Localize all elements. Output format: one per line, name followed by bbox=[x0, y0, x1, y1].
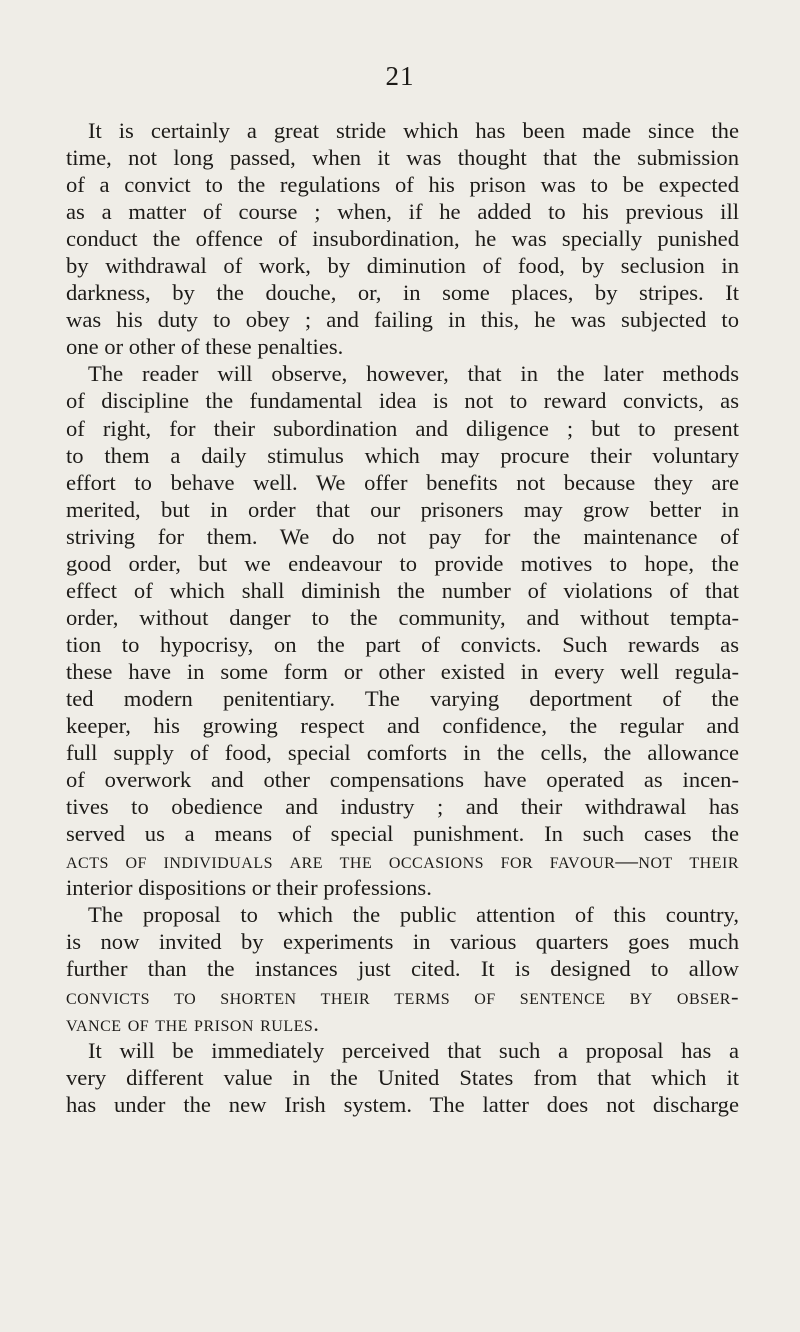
text-line: as a matter of course ; when, if he added to his previous ill bbox=[66, 199, 739, 225]
text-line: merited, but in order that our prisoners may grow better in bbox=[66, 496, 739, 522]
text-line: order, without danger to the community, and without tempta- bbox=[66, 604, 739, 630]
text-line: good order, but we endeavour to provide motives to hope, the bbox=[66, 550, 739, 576]
text-line: acts of individuals are the occasions for favour—not their bbox=[66, 848, 739, 874]
text-line: ted modern penitentiary. The varying deportment of the bbox=[66, 685, 739, 711]
text-line: of discipline the fundamental idea is not to reward convicts, as bbox=[66, 388, 739, 414]
body-text bbox=[66, 117, 739, 1118]
text-line: has under the new Irish system. The latter does not discharge bbox=[66, 1091, 739, 1117]
text-line: was his duty to obey ; and failing in this, he was subjected to bbox=[66, 307, 739, 333]
text-line: tives to obedience and industry ; and their withdrawal has bbox=[66, 794, 739, 820]
text-line: interior dispositions or their professions. bbox=[66, 875, 432, 901]
text-line: striving for them. We do not pay for the maintenance of bbox=[66, 523, 739, 549]
text-line: effort to behave well. We offer benefits not because they are bbox=[66, 469, 739, 495]
text-line: very different value in the United States from that which it bbox=[66, 1064, 739, 1090]
text-line: tion to hypocrisy, on the part of convicts. Such rewards as bbox=[66, 631, 739, 657]
text-line: effect of which shall diminish the number of violations of that bbox=[66, 577, 739, 603]
text-line: It is certainly a great stride which has been made since the bbox=[88, 118, 739, 143]
text-line: of a convict to the regulations of his prison was to be expected bbox=[66, 172, 739, 198]
text-line: by withdrawal of work, by diminution of food, by seclusion in bbox=[66, 253, 739, 279]
text-line: The proposal to which the public attention of this country, bbox=[88, 902, 739, 928]
text-line: is now invited by experiments in various quarters goes much bbox=[66, 929, 739, 955]
text-line: conduct the offence of insubordination, he was specially punished bbox=[66, 226, 739, 252]
text-line: of right, for their subordination and diligence ; but to present bbox=[66, 415, 739, 441]
text-line: full supply of food, special comforts in the cells, the allowance bbox=[66, 740, 739, 766]
text-line: darkness, by the douche, or, in some places, by stripes. It bbox=[66, 280, 739, 306]
text-line: served us a means of special punishment. In such cases the bbox=[66, 821, 739, 847]
page-number: 21 bbox=[385, 61, 415, 91]
text-line: of overwork and other compensations have operated as incen- bbox=[66, 767, 739, 793]
text-line: keeper, his growing respect and confidence, the regular and bbox=[66, 713, 739, 739]
text-line: these have in some form or other existed in every well regula- bbox=[66, 658, 739, 684]
text-line: The reader will observe, however, that in the later methods bbox=[88, 361, 739, 387]
text-line: to them a daily stimulus which may procure their voluntary bbox=[66, 442, 739, 468]
text-line: It will be immediately perceived that such a proposal has a bbox=[88, 1037, 739, 1063]
text-line: one or other of these penalties. bbox=[66, 334, 344, 360]
text-line: vance of the prison rules. bbox=[66, 1010, 320, 1036]
text-line: further than the instances just cited. It is designed to allow bbox=[66, 956, 739, 982]
text-line: time, not long passed, when it was thought that the submission bbox=[66, 145, 739, 171]
text-line: convicts to shorten their terms of sentence by obser- bbox=[66, 983, 739, 1009]
